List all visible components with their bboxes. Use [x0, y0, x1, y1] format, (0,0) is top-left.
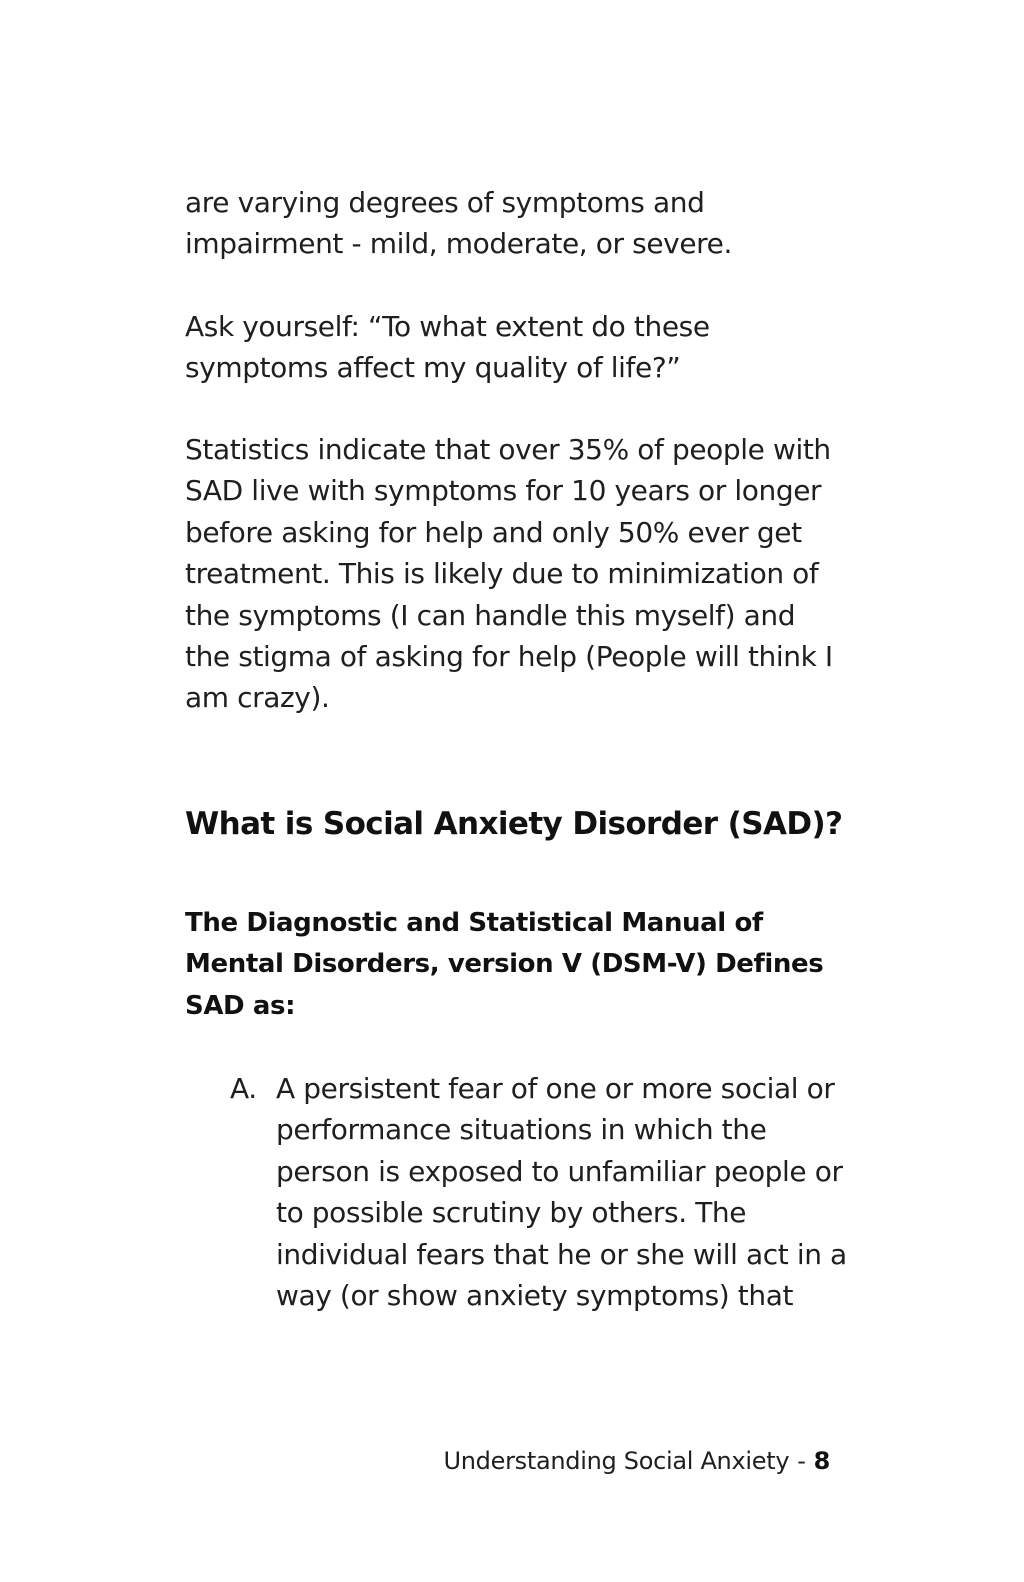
footer-book-title: Understanding Social Anxiety	[443, 1447, 790, 1475]
body-paragraph-statistics: Statistics indicate that over 35% of people with SAD live with symptoms for 10 years or longer before asking for help and only 50% ever get treatment. This is likely due to minimization of the symptoms (I can handle this myself) and the stigma of asking for help (People will think I am crazy).	[185, 433, 833, 715]
section-heading: What is Social Anxiety Disorder (SAD)?	[185, 806, 843, 842]
body-paragraph-symptom-degrees: are varying degrees of symptoms and impairment - mild, moderate, or severe.	[185, 186, 732, 261]
dsm-criteria-list	[230, 1068, 850, 1316]
body-paragraph-ask-yourself: Ask yourself: “To what extent do these symptoms affect my quality of life?”	[185, 310, 710, 385]
list-item-marker: A.	[230, 1072, 257, 1105]
footer-separator: -	[797, 1447, 806, 1475]
page-number: 8	[813, 1447, 830, 1475]
section-subheading: The Diagnostic and Statistical Manual of Mental Disorders, version V (DSM-V) Defines SAD as:	[185, 908, 824, 1021]
page-footer	[444, 1444, 831, 1478]
list-item-text: A persistent fear of one or more social or performance situations in which the person is exposed to unfamiliar people or to possible scrutiny by others. The individual fears that he or she will act in a way (or show anxiety symptoms) that	[276, 1072, 847, 1313]
list-item	[230, 1068, 850, 1316]
